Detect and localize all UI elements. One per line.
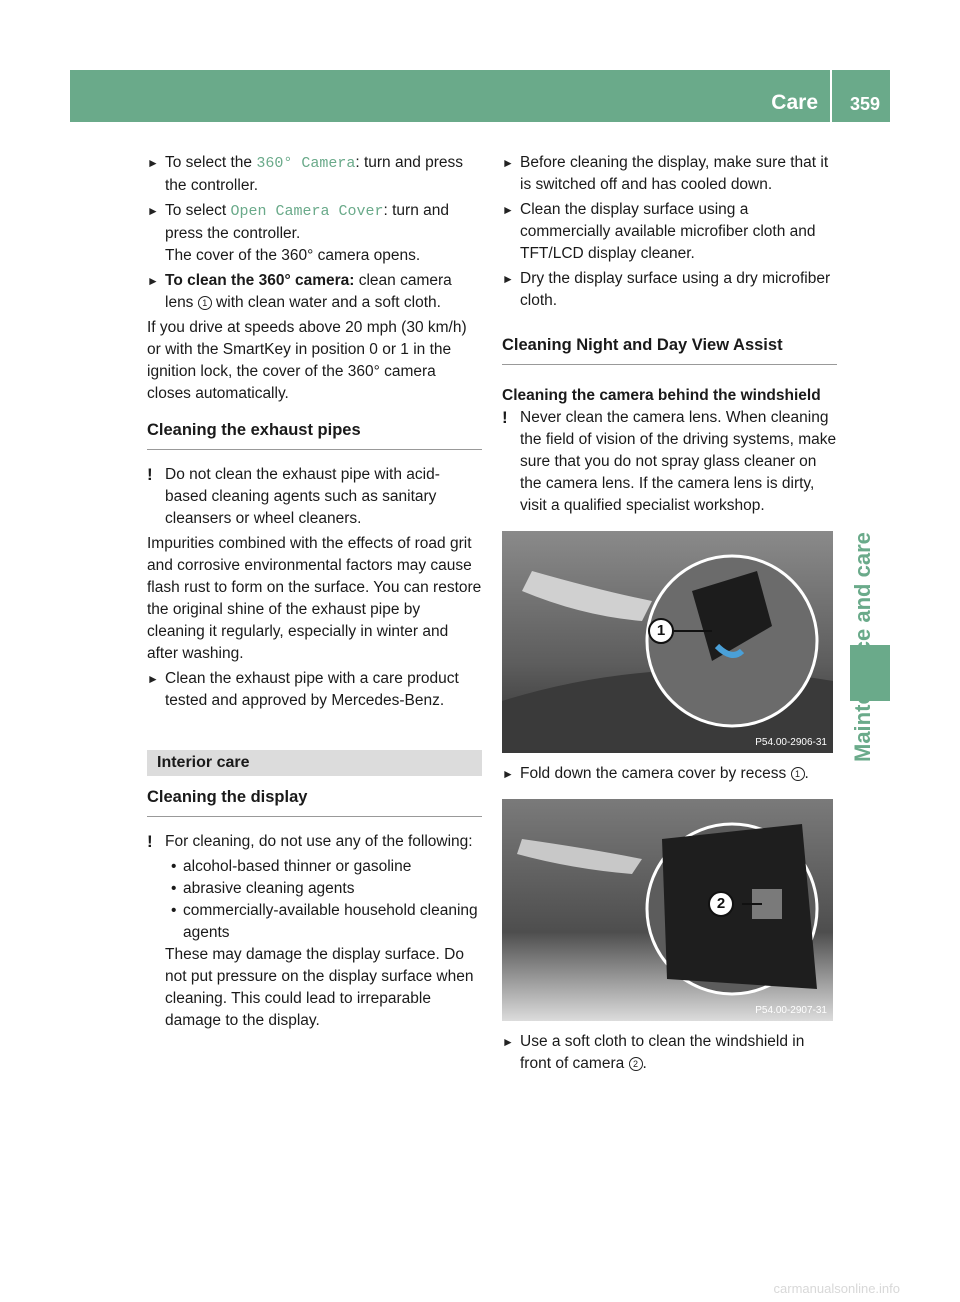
step-dry-surface	[502, 268, 837, 312]
list-item-text: commercially-available household cleaning agents	[183, 902, 478, 941]
heading-night-view: Cleaning Night and Day View Assist	[502, 334, 837, 365]
heading-display: Cleaning the display	[147, 786, 482, 817]
left-column	[147, 152, 482, 1035]
heading-exhaust: Cleaning the exhaust pipes	[147, 419, 482, 450]
step-arrow-icon: ►	[502, 156, 514, 170]
chapter-title: Care	[771, 91, 818, 114]
photo-camera-cover	[502, 531, 833, 753]
list-item	[147, 900, 482, 944]
side-tab-marker	[850, 645, 890, 701]
paragraph-exhaust: Impurities combined with the effects of road grit and corrosive environmental factors may cause flash rust to form on the surface. You can restore the original shine of the exhaust pipe by cleaning it regularly, especially in winter and after washing.	[147, 535, 482, 662]
note-display	[147, 831, 482, 853]
step-switch-off	[502, 152, 837, 196]
step-clean-windshield	[502, 1031, 837, 1075]
step-text: Clean the display surface using a commercially available microfiber cloth and TFT/LCD display cleaner.	[520, 201, 816, 262]
warning-icon: !	[147, 465, 153, 484]
bullet-icon: •	[171, 880, 177, 897]
step-text: Dry the display surface using a dry microfiber cloth.	[520, 270, 831, 309]
callout-marker: 1	[198, 296, 212, 310]
photo-camera-windshield	[502, 799, 833, 1021]
note-text: For cleaning, do not use any of the following:	[165, 833, 473, 850]
step-arrow-icon: ►	[147, 156, 159, 170]
step-arrow-icon: ►	[147, 204, 159, 218]
note-text: Do not clean the exhaust pipe with acid-based cleaning agents such as sanitary cleansers or wheel cleaners.	[165, 466, 440, 527]
step-clean-exhaust	[147, 668, 482, 712]
list-item	[147, 878, 482, 900]
callout-2: 2	[708, 891, 734, 917]
menu-item-open-cover: Open Camera Cover	[230, 203, 384, 220]
step-text: Before cleaning the display, make sure that it is switched off and has cooled down.	[520, 154, 829, 193]
side-tab-label	[843, 462, 883, 762]
paragraph-display-damage: These may damage the display surface. Do not put pressure on the display surface when cleaning. This could lead to irreparable damage to the display.	[165, 946, 474, 1029]
warning-icon: !	[147, 832, 153, 851]
note-camera	[502, 407, 837, 517]
right-column	[502, 152, 837, 1078]
bullet-icon: •	[171, 858, 177, 875]
page-number: 359	[849, 94, 880, 114]
watermark: carmanualsonline.info	[773, 1281, 900, 1296]
step-select-camera	[147, 152, 482, 197]
step-text: Fold down the camera cover by recess	[520, 765, 791, 782]
callout-marker: 1	[791, 767, 805, 781]
step-open-cover	[147, 200, 482, 267]
step-text: : turn and press the controller.	[165, 154, 464, 194]
warning-icon: !	[502, 408, 508, 427]
note-exhaust	[147, 464, 482, 530]
figure-code: P54.00-2906-31	[755, 737, 827, 748]
note-text: Never clean the camera lens. When cleaning the field of vision of the driving systems, make sure that you do not spray glass cleaner on the camera lens. If the camera lens is dirty, visit a qualified specialist workshop.	[520, 409, 837, 514]
step-arrow-icon: ►	[147, 274, 159, 288]
list-item-text: alcohol-based thinner or gasoline	[183, 858, 412, 875]
step-label: To clean the 360° camera:	[165, 272, 355, 289]
menu-item-camera: 360° Camera	[256, 155, 356, 172]
step-text: clean camera lens	[165, 272, 452, 311]
callout-1: 1	[648, 618, 674, 644]
step-arrow-icon: ►	[502, 203, 514, 217]
step-text: Use a soft cloth to clean the windshield in front of camera	[520, 1033, 805, 1072]
step-text: To select	[165, 202, 231, 219]
subheading-camera: Cleaning the camera behind the windshield	[502, 387, 821, 404]
list-item-text: abrasive cleaning agents	[183, 880, 355, 897]
step-clean-camera	[147, 270, 482, 314]
step-text: Clean the exhaust pipe with a care product tested and approved by Mercedes-Benz.	[165, 670, 459, 709]
callout-marker: 2	[629, 1057, 643, 1071]
page-header	[70, 70, 890, 122]
step-text: To select the	[165, 154, 257, 171]
figure-code: P54.00-2907-31	[755, 1005, 827, 1016]
paragraph-auto-close: If you drive at speeds above 20 mph (30 km/h) or with the SmartKey in position 0 or 1 in the ignition lock, the cover of the 360° camera closes automatically.	[147, 319, 467, 402]
step-arrow-icon: ►	[147, 672, 159, 686]
step-arrow-icon: ►	[502, 1035, 514, 1049]
list-item	[147, 856, 482, 878]
step-clean-surface	[502, 199, 837, 265]
section-interior-care: Interior care	[147, 750, 482, 776]
step-fold-cover	[502, 763, 837, 785]
step-result: The cover of the 360° camera opens.	[165, 247, 421, 264]
step-text: with clean water and a soft cloth.	[211, 294, 441, 311]
bullet-icon: •	[171, 902, 177, 919]
step-text: : turn and press the controller.	[165, 202, 450, 242]
step-text: .	[804, 765, 809, 782]
header-separator	[830, 70, 832, 122]
step-text: .	[642, 1055, 647, 1072]
step-arrow-icon: ►	[502, 272, 514, 286]
photo-camera-windshield-illustration	[502, 799, 833, 1021]
step-arrow-icon: ►	[502, 767, 514, 781]
